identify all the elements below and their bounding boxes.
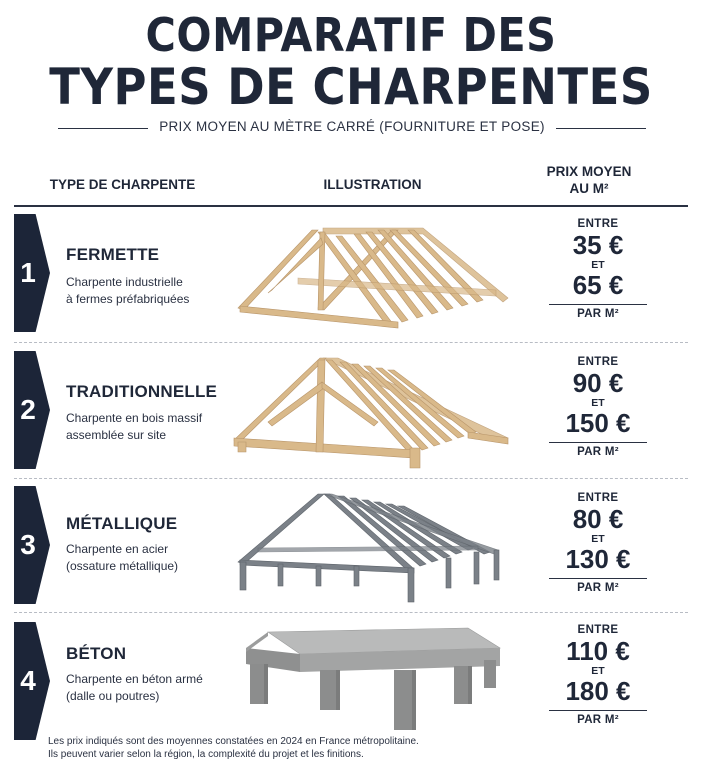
price-min: 80 € [572, 504, 624, 534]
page-title-line-1: COMPARATIF DES [145, 8, 557, 62]
footnote-line-1: Les prix indiqués sont des moyennes constatées en 2024 en France métropolitaine. [48, 736, 419, 747]
row-separator [14, 478, 688, 479]
row-separator [14, 612, 688, 613]
row-number: 3 [20, 529, 36, 560]
price-and-label: ET [591, 665, 605, 677]
price-unit: PAR M² [577, 582, 619, 594]
row-description-line-2: à fermes préfabriquées [66, 292, 190, 306]
row-type-name: BÉTON [66, 644, 127, 663]
steel-frame-illustration [228, 488, 518, 608]
row-description-line-1: Charpente en bois massif [66, 411, 203, 425]
row-type-description [66, 541, 236, 575]
footnote [48, 735, 419, 761]
subtitle-rule-right [556, 128, 646, 129]
row-description-line-1: Charpente en béton armé [66, 672, 203, 686]
price-max: 130 € [565, 544, 631, 574]
row-type-description [66, 274, 236, 308]
price-max: 150 € [565, 408, 631, 438]
column-header-price [535, 163, 643, 197]
row-type-name: MÉTALLIQUE [66, 514, 178, 533]
row-type-name: FERMETTE [66, 245, 160, 264]
row-separator [14, 342, 688, 343]
row-type-name: TRADITIONNELLE [66, 382, 218, 401]
page-title-line-2: TYPES DE CHARPENTES [49, 58, 653, 116]
price-box [540, 218, 656, 320]
price-and-label: ET [591, 533, 605, 545]
subtitle: PRIX MOYEN AU MÈTRE CARRÉ (FOURNITURE ET POSE) [159, 119, 545, 134]
price-unit: PAR M² [577, 308, 619, 320]
price-rule [549, 578, 647, 579]
concrete-slab-illustration [228, 620, 518, 740]
price-rule [549, 710, 647, 711]
price-box [540, 624, 656, 726]
price-max: 180 € [565, 676, 631, 706]
row-number: 4 [20, 665, 36, 696]
row-beton [0, 616, 702, 746]
subtitle-row [0, 118, 702, 138]
header-rule [14, 205, 688, 207]
price-box [540, 492, 656, 594]
price-max: 65 € [572, 270, 624, 300]
price-and-label: ET [591, 259, 605, 271]
price-unit: PAR M² [577, 714, 619, 726]
price-rule [549, 304, 647, 305]
price-from-label: ENTRE [577, 492, 619, 504]
row-description-line-2: assemblée sur site [66, 428, 167, 442]
column-header-price-line-1: PRIX MOYEN [546, 164, 632, 179]
row-traditionnelle [0, 348, 702, 478]
row-metallique [0, 484, 702, 614]
price-unit: PAR M² [577, 446, 619, 458]
price-min: 35 € [572, 230, 624, 260]
column-header-illustration: ILLUSTRATION [323, 177, 422, 192]
price-and-label: ET [591, 397, 605, 409]
row-fermette [0, 212, 702, 342]
row-description-line-2: (dalle ou poutres) [66, 689, 160, 703]
row-type-description [66, 410, 236, 444]
price-from-label: ENTRE [577, 218, 619, 230]
row-description-line-1: Charpente industrielle [66, 275, 183, 289]
price-box [540, 356, 656, 458]
traditional-frame-illustration [228, 352, 518, 472]
price-rule [549, 442, 647, 443]
price-from-label: ENTRE [577, 356, 619, 368]
fermette-truss-illustration [228, 218, 518, 338]
row-type-description [66, 671, 236, 705]
row-number: 1 [20, 257, 36, 288]
row-number: 2 [20, 394, 36, 425]
price-from-label: ENTRE [577, 624, 619, 636]
column-header-price-line-2: AU M² [569, 181, 609, 196]
footnote-line-2: Ils peuvent varier selon la région, la complexité du projet et les finitions. [48, 749, 364, 760]
subtitle-rule-left [58, 128, 148, 129]
price-min: 90 € [572, 368, 624, 398]
column-header-type: TYPE DE CHARPENTE [49, 177, 196, 192]
price-min: 110 € [566, 636, 630, 666]
row-description-line-2: (ossature métallique) [66, 559, 179, 573]
row-description-line-1: Charpente en acier [66, 542, 169, 556]
